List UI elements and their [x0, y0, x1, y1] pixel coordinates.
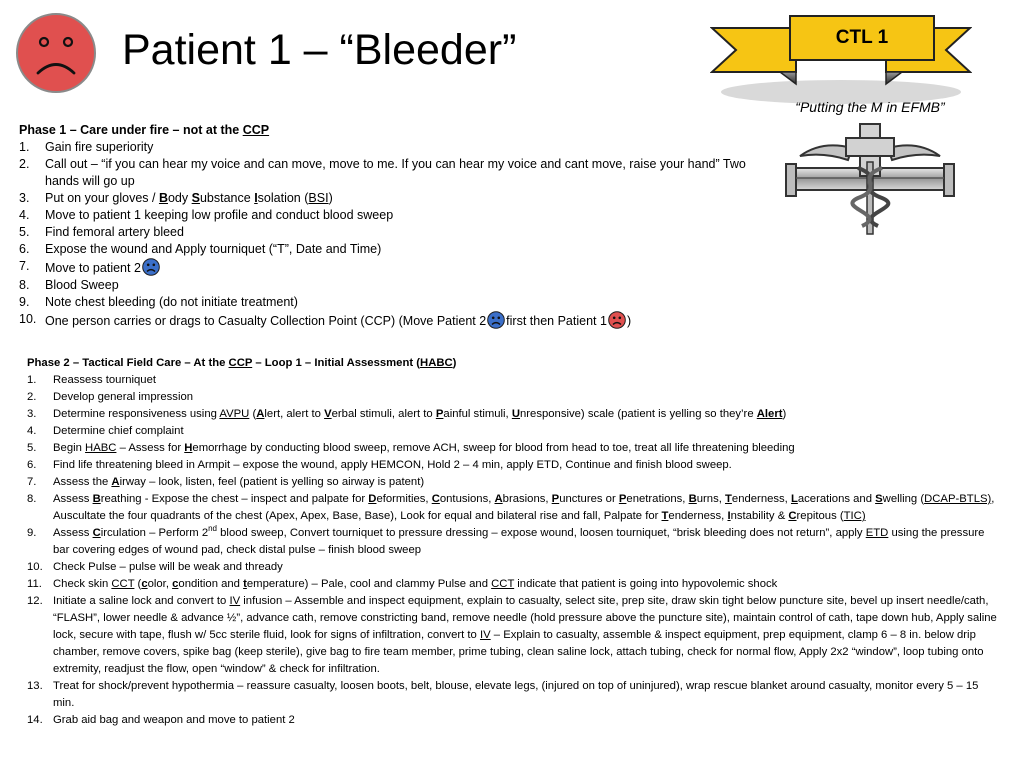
list-item: 7. Move to patient 2 — [19, 258, 764, 277]
list-item: 7. Assess the Airway – look, listen, feel (patient is yelling so airway is patent) — [27, 476, 425, 488]
list-item: 2. Develop general impression — [27, 391, 194, 403]
red-sad-face-icon — [608, 311, 626, 329]
list-item: 4. Determine chief complaint — [27, 425, 184, 437]
phase2-section — [27, 355, 1002, 729]
phase2-list — [27, 372, 1002, 729]
phase1-list — [19, 139, 764, 330]
list-item: 6. Find life threatening bleed in Armpit – expose the wound, apply HEMCON, Hold 2 – 4 min, apply ETD, Continue and finish blood sweep. — [27, 459, 732, 471]
ctl-label: CTL 1 — [835, 27, 889, 48]
page-title: Patient 1 – “Bleeder” — [122, 26, 517, 74]
list-item: 14. Grab aid bag and weapon and move to patient 2 — [27, 714, 295, 726]
list-item: 3. Put on your gloves / Body Substance Isolation (BSI) — [19, 191, 333, 205]
list-item: 1. Gain fire superiority — [19, 140, 154, 154]
list-item: 11. Check skin CCT (color, condition and temperature) – Pale, cool and clammy Pulse and CCT indicate that patient is going into hypovolemic shock — [27, 578, 778, 590]
list-item: 8. Blood Sweep — [19, 278, 119, 292]
list-item: 3. Determine responsiveness using AVPU (Alert, alert to Verbal stimuli, alert to Painful stimuli, Unresponsive) scale (patient is yelling so they’re Alert) — [27, 408, 787, 420]
list-item: 10. Check Pulse – pulse will be weak and thready — [27, 561, 283, 573]
phase1-section — [19, 122, 764, 330]
list-item: 4. Move to patient 1 keeping low profile and conduct blood sweep — [19, 208, 394, 222]
list-item: 5. Find femoral artery bleed — [19, 225, 184, 239]
list-item: 1. Reassess tourniquet — [27, 374, 156, 386]
list-item: 10. One person carries or drags to Casualty Collection Point (CCP) (Move Patient 2 first then Patient 1 ) — [19, 312, 632, 328]
list-item: 9. Note chest bleeding (do not initiate treatment) — [19, 295, 298, 309]
blue-sad-face-icon — [487, 311, 505, 329]
list-item: 12. Initiate a saline lock and convert to IV infusion – Assemble and inspect equipment, explain to casualty, select site, prep site, draw skin tight below puncture site, bevel up insert needle/cath, “FLASH”, lower needle & advance ½”, advance cath, remove constricting band, remove needle (hold pressure above the puncture site), maintain control of cath, tape down hub, Apply saline lock, secure with tape, flush w/ 5cc sterile fluid, look for signs of infiltration, convert to IV – Explain to casualty, assemble & inspect equipment, prep equipment, clamp 6 – 8 in. below drip chamber, remove covers, spike bag (keep sterile), give bag to fire team member, prime tubing, clean saline lock, attach tubing, check for normal flow, Apply 2x2 “window”, loop tubing onto extremity, readjust the flow, open “window” & check for infiltration. — [27, 595, 997, 675]
list-item: 5. Begin HABC – Assess for Hemorrhage by conducting blood sweep, remove ACH, sweep for blood from head to toe, treat all life threatening bleeding — [27, 442, 795, 454]
tagline: “Putting the M in EFMB” — [795, 99, 945, 115]
list-item: 2. Call out – “if you can hear my voice and can move, move to me. If you can hear my voice and cant move, raise your hand” Two hands will go up — [19, 157, 746, 188]
list-item: 9. Assess Circulation – Perform 2nd blood sweep, Convert tourniquet to pressure dressing – expose wound, loosen tourniquet, “brisk bleeding does not return”, apply ETD using the pressure bar covering edges of wound pad, check distal pulse – finish blood sweep — [27, 524, 985, 556]
list-item: 8. Assess Breathing - Expose the chest – inspect and palpate for Deformities, Contusions, Abrasions, Punctures or Penetrations, Burns, Tenderness, Lacerations and Swelling (DCAP-BTLS), Auscultate the four quadrants of the chest (Apex, Apex, Base, Base), Look for equal and bilateral rise and fall, Palpate for Tenderness, Instability & Crepitous (TIC) — [27, 493, 995, 522]
list-item: 13. Treat for shock/prevent hypothermia – reassure casualty, loosen boots, belt, blouse, elevate legs, (injured on top of uninjured), wrap rescue blanket around casualty, monitor every 5 – 15 min. — [27, 680, 979, 709]
phase2-heading: Phase 2 – Tactical Field Care – At the CCP – Loop 1 – Initial Assessment (HABC) — [27, 357, 457, 369]
sad-face-icon — [15, 12, 97, 94]
list-item: 6. Expose the wound and Apply tourniquet (“T”, Date and Time) — [19, 242, 382, 256]
expert-field-medical-badge-icon — [782, 122, 958, 236]
blue-sad-face-icon — [142, 258, 160, 276]
phase1-heading: Phase 1 – Care under fire – not at the CCP — [19, 123, 270, 137]
